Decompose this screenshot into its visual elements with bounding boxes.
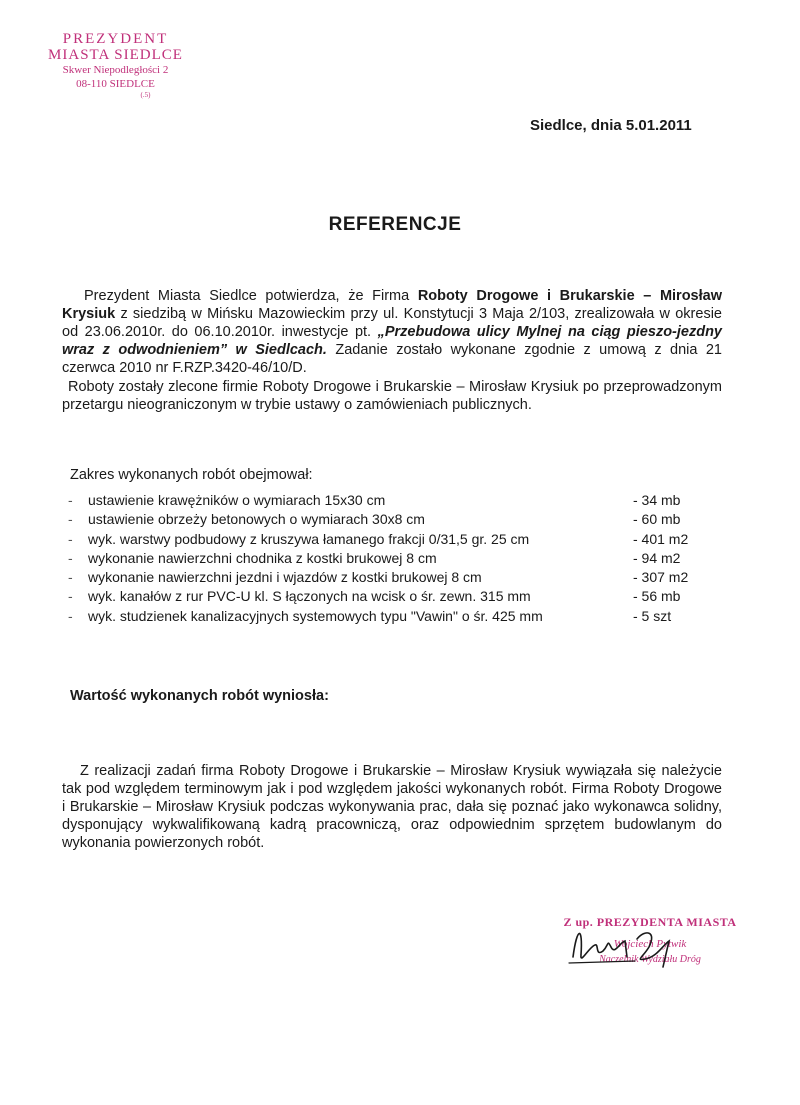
mayor-header-stamp <box>28 32 203 99</box>
document-title: REFERENCJE <box>328 214 462 235</box>
stamp-line-code: (.5) <box>140 90 151 99</box>
scope-item-quantity: - 94 m2 <box>633 549 681 566</box>
scope-item-quantity: - 34 mb <box>633 492 681 508</box>
scope-item-quantity: - 307 m2 <box>633 569 689 586</box>
scope-item <box>68 491 718 510</box>
signature-stamp-name: Wojciech Pytwik <box>613 938 687 950</box>
value-heading: Wartość wykonanych robót wyniosła: <box>70 688 329 704</box>
company-name: Roboty Drogowe i Brukarskie – Mirosław Krysiuk <box>62 288 722 322</box>
paragraph-confirmation <box>62 287 722 377</box>
scope-list <box>68 491 718 626</box>
scope-item <box>68 549 718 568</box>
signature-stamp-position: Naczelnik Wydziału Dróg <box>599 953 701 965</box>
scope-heading: Zakres wykonanych robót obejmował: <box>70 467 313 483</box>
scope-item-bullet: - <box>68 530 73 547</box>
paragraph1-text-2: z siedzibą w Mińsku Mazowieckim przy ul. Konstytucji 3 Maja 2/103, zrealizowała w okresie od 23.06.2010r. do 06.10.2010r. inwestycje pt. <box>62 306 722 340</box>
scope-item-bullet: - <box>68 511 73 528</box>
signature-block <box>555 915 745 995</box>
scope-item <box>68 568 718 587</box>
paragraph1-text-3: Zadanie zostało wykonane zgodnie z umową z dnia 21 czerwca 2010 nr F.RZP.3420-46/10/D. <box>62 342 722 376</box>
handwritten-signature <box>565 917 715 977</box>
scope-item <box>68 607 718 626</box>
place-and-date: Siedlce, dnia 5.01.2011 <box>530 117 692 134</box>
scope-item-description: wyk. studzienek kanalizacyjnych systemowych typu "Vawin" o śr. 425 mm <box>88 607 543 624</box>
scope-item-description: ustawienie krawężników o wymiarach 15x30 cm <box>88 492 386 508</box>
paragraph-tender: Roboty zostały zlecone firmie Roboty Drogowe i Brukarskie – Mirosław Krysiuk po przeprowadzonym przetargu nieograniczonym w trybie ustawy o zamówieniach publicznych. <box>62 379 722 413</box>
scope-item <box>68 530 718 549</box>
signature-stamp-authority: Z up. PREZYDENTA MIASTA <box>563 915 737 929</box>
scope-item-bullet: - <box>68 492 73 508</box>
scope-item <box>68 510 718 529</box>
scope-item-quantity: - 5 szt <box>633 607 672 624</box>
paragraph-assessment: Z realizacji zadań firma Roboty Drogowe i Brukarskie – Mirosław Krysiuk wywiązała się należycie tak pod względem terminowym jak i pod względem jakości wykonanych robót. Firma Roboty Drogowe i Brukarskie – Mirosław Krysiuk podczas wykonywania prac, dała się poznać jako wykonawca solidny, dysponujący wykwalifikowaną kadrą pracowniczą, oraz odpowiednim sprzętem budowlanym do wykonania powierzonych robót. <box>62 763 722 851</box>
scope-item-quantity: - 56 mb <box>633 588 681 605</box>
stamp-line-city: MIASTA SIEDLCE <box>48 46 183 63</box>
scope-item-description: wykonanie nawierzchni jezdni i wjazdów z kostki brukowej 8 cm <box>88 569 482 586</box>
scope-item-description: wykonanie nawierzchni chodnika z kostki brukowej 8 cm <box>88 549 437 566</box>
scope-item-bullet: - <box>68 569 73 586</box>
paragraph1-text-1: Prezydent Miasta Siedlce potwierdza, że Firma <box>84 288 418 304</box>
stamp-line-postcode: 08-110 SIEDLCE <box>76 78 155 91</box>
scope-item-bullet: - <box>68 588 73 605</box>
scope-item-quantity: - 401 m2 <box>633 530 689 547</box>
scope-item-description: wyk. kanałów z rur PVC-U kl. S łączonych na wcisk o śr. zewn. 315 mm <box>88 588 531 605</box>
scope-item-description: wyk. warstwy podbudowy z kruszywa łamanego frakcji 0/31,5 gr. 25 cm <box>88 530 530 547</box>
project-name: „Przebudowa ulicy Mylnej na ciąg pieszo-jezdny wraz z odwodnieniem” w Siedlcach. <box>62 324 722 358</box>
scope-item-description: ustawienie obrzeży betonowych o wymiarach 30x8 cm <box>88 511 425 528</box>
scope-item-bullet: - <box>68 607 73 624</box>
scope-item-quantity: - 60 mb <box>633 511 681 528</box>
stamp-line-office: PREZYDENT <box>62 31 169 47</box>
scope-item-bullet: - <box>68 549 73 566</box>
scope-item <box>68 587 718 606</box>
stamp-line-street: Skwer Niepodległości 2 <box>62 63 169 76</box>
